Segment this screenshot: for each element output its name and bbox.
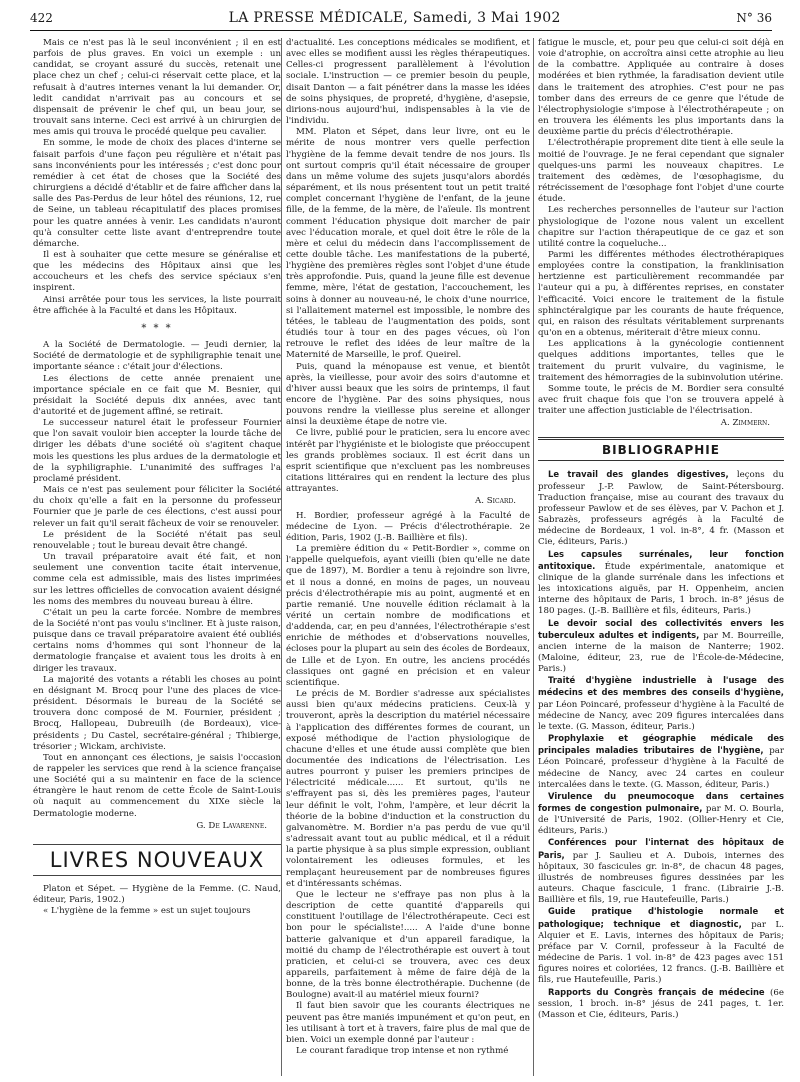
entry-details: par L. Alquier et E. Lavis, internes des hôpitaux de Paris; préface par V. Cornil, professeur à la Faculté de médecine de Paris. 1 vol. in-8° de 423 pages avec 151 figures noires et coloriées, 12 francs. (J.-B. Baillière et fils, rue Hautefeuille, Paris.) [538,919,784,986]
entry-details: par M. Bourreille, ancien interne de la maison de Nanterre; 1902. (Maloine, éditeur, 23, rue de l'École-de-Médecine, Paris.) [538,630,784,675]
entry-details: par J. Saulieu et A. Dubois, internes des hôpitaux, 30 fascicules gr. in-8°, de chacun 48 pages, illustrés de nombreuses figures dessinées par les auteurs. Chaque fascicule, 1 franc. (Librairie J.-B. Baillière et fils, 19, rue Hautefeuille, Paris.) [538,850,784,906]
book-review-intro: Platon et Sépet. — Hygiène de la Femme. (C. Naud, éditeur, Paris, 1902.) [33,883,281,906]
bibliography-entry [538,469,784,548]
column-divider [281,38,282,1076]
paragraph: Les recherches personnelles de l'auteur sur l'action physiologique de l'ozone nous valent un excellent chapitre sur l'action thérapeutique de ce gaz et son utilité contre la coqueluche... [538,205,784,249]
entry-details: (6e session, 1 broch. in-8° jésus de 241 pages, t. 1er. (Masson et Cie, éditeurs, Paris.) [538,987,784,1020]
paragraph: Un travail préparatoire avait été fait, et non seulement une convention tacite était intervenue, comme cela est admissible, mais des listes imprimées sur les lettres officielles de convocation avaient désigné les noms des membres du nouveau bureau à élire. [33,552,281,607]
paragraph: Les élections de cette année prenaient une importance spéciale en ce fait que M. Besnier, qui présidait la Société depuis dix années, avec tant d'autorité et de jugement affiné, se retirait. [33,373,281,417]
bibliography-entry [538,675,784,733]
paragraph: Il est à souhaiter que cette mesure se généralise et que les médecins des Hôpitaux ainsi que les accoucheurs et les chefs des service spéciaux s'en inspirent. [33,249,281,294]
paragraph: Somme toute, le précis de M. Bordier sera consulté avec fruit chaque fois que l'on se trouvera appelé à traiter une affection justiciable de l'électrisation. [538,383,784,417]
paragraph: Le précis de M. Bordier s'adresse aux spécialistes aussi bien qu'aux médecins praticiens. Ceux-là y trouveront, après la description du matériel nécessaire à l'application des différentes formes de courant, un exposé méthodique de l'action physiologique de chacune d'elles et une étude aussi complète que bien documentée des indications de l'électrisation. Les autres pourront y puiser les premiers principes de l'électricité médicale...... Et surtout, qu'ils ne s'effrayent pas si, dès les premières pages, l'auteur leur définit le volt, l'ohm, l'ampère, et leur décrit la théorie de la bobine d'induction et la construction du galvanomètre. M. Bordier n'a pas perdu de vue qu'il s'adressait avant tout au public médical, et il a réduit la partie physique à sa plus simple expression, oubliant volontairement les odieuses formules, et les remplaçant heureusement par de nombreuses figures et d'intéressants schémas. [286,689,530,889]
section-heading-livres: LIVRES NOUVEAUX [33,844,281,876]
entry-title: Prophylaxie et géographie médicale des principales maladies tributaires de l'hygiène, [538,733,784,756]
bibliography-entry [538,733,784,791]
paragraph: En somme, le mode de choix des places d'interne se faisait parfois d'une façon peu régulière et n'était pas sans inconvénients pour les intéressés ; c'est donc pour remédier à cet état de choses que la Société des chirurgiens a décidé d'établir et de faire afficher dans la salle des Pas-Perdus de leur hôtel des réunions, 12, rue de Seine, un tableau récapitulatif des places promises pour les quatre années à venir. Les candidats n'auront qu'à consulter cette liste avant d'entreprendre toute démarche. [33,138,281,249]
author-signature: A. Sicard. [475,496,516,507]
entry-details: leçons du professeur J.-P. Pawlow, de Saint-Pétersbourg. Traduction française, mise au courant des travaux du professeur Pawlow et de ses élèves, par V. Pachon et J. Sabrazès, professeurs agrégés à la Faculté de médecine de Bordeaux, 1 vol. in-8°, 4 fr. (Masson et Cie, éditeurs, Paris.) [538,470,784,548]
paragraph: Tout en annonçant ces élections, je saisis l'occasion de rappeler les services que rend à la science française une Société qui a su maintenir en face de la science étrangère le haut renom de cette École de Saint-Louis où naquit au commencement du XIXe siècle la Dermatologie moderne. [33,752,281,819]
paragraph: Mais ce n'est pas là le seul inconvénient ; il en est parfois de plus graves. En voici un exemple : un candidat, se croyant assuré du succès, retenait une place chez un chef ; celui-ci réservait cette place, et la refusait à d'autres internes venant la lui demander. Or, ledit candidat n'arrivait pas au concours et se dispensait de prévenir le chef qui, un beau jour, se trouvait sans interne. Ceci est arrivé à un chirurgien de mes amis qui trouva le procédé quelque peu cavalier. [33,38,281,138]
entry-details: par M. O. Bourla, de l'Université de Paris, 1902. (Ollier-Henry et Cie, éditeurs, Paris.) [538,804,784,837]
entry-title: Traité d'hygiène industrielle à l'usage des médecins et des membres des conseils d'hygiène, [538,675,784,698]
page-number: 422 [30,11,53,25]
column-right [538,38,784,1078]
entry-details: Étude expérimentale, anatomique et clinique de la glande surrénale dans les infections et les intoxications aiguës, par H. Oppenheim, ancien interne des hôpitaux de Paris, 1 broch. in-8° jésus de 180 pages. (J.-B. Baillière et fils, éditeurs, Paris.) [538,561,784,617]
bibliography-entry [538,549,784,618]
paragraph: fatigue le muscle, et, pour peu que celui-ci soit déjà en voie d'atrophie, on accroîtra ainsi cette atrophie au lieu de la combattre. Appliquée au contraire à doses modérées et bien rythmée, la faradisation devient utile dans le traitement des atrophies. C'est pour ne pas tomber dans des erreurs de ce genre que l'étude de l'électrophysiologie s'impose à l'électrothérapeute ; on en trouvera les éléments les plus importants dans la deuxième partie du précis d'électrothérapie. [538,38,784,138]
paragraph: L'électrothérapie proprement dite tient à elle seule la moitié de l'ouvrage. Je ne ferai cependant que signaler quelques-uns parmi les nouveaux chapitres. Le traitement des œdèmes, de l'œsophagisme, du rétrécissement de l'œsophage font l'objet d'une courte étude. [538,138,784,205]
paragraph: A la Société de Dermatologie. — Jeudi dernier, la Société de dermatologie et de syphiligraphie tenait une importante séance : c'était jour d'élections. [33,340,281,373]
entry-details: par Léon Poincaré, professeur d'hygiène à la Faculté de médecine de Nancy, avec 209 figures intercalées dans le texte. (G. Masson, éditeur, Paris.) [538,699,784,732]
paragraph: Ainsi arrêtée pour tous les services, la liste pourrait être affichée à la Faculté et dans les Hôpitaux. [33,294,281,316]
bibliography-entry [538,837,784,906]
entry-title: Le travail des glandes digestives, [548,469,729,480]
paragraph: Ce livre, publié pour le praticien, sera lu encore avec intérêt par l'hygiéniste et le biologiste que préoccupent les grands problèmes sociaux. Il est écrit dans un esprit scientifique que n'excluent pas les nombreuses citations littéraires qui en rendent la lecture des plus attrayantes. [286,428,530,495]
author-signature: G. De Lavarenne. [196,820,267,831]
paragraph: Le président de la Société n'était pas seul renouvelable ; tout le bureau devait être changé. [33,529,281,551]
column-divider [533,38,534,1076]
paragraph: C'était un peu la carte forcée. Nombre de membres de la Société n'ont pas voulu s'incliner. Et à juste raison, puisque dans ce travail préparatoire avaient été oubliés certains noms d'hommes qui sont l'honneur de la dermatologie française et avaient tous les droits à en diriger les travaux. [33,607,281,674]
paragraph: Parmi les différentes méthodes électrothérapiques employées contre la constipation, la franklinisation hertzienne est particulièrement recommandée par l'auteur qui a pu, à différentes reprises, en constater l'efficacité. Voici encore le traitement de la fistule sphinctéralgique par les courants de haute fréquence, qui, en raison des résultats véritablement surprenants qu'on en a obtenus, mériterait d'être mieux connu. [538,249,784,339]
book-review-intro: H. Bordier, professeur agrégé à la Faculté de médecine de Lyon. — Précis d'électrothérapie. 2e édition, Paris, 1902 (J.-B. Baillière et fils). [286,510,530,543]
entry-title: Guide pratique d'histologie normale et pathologique; technique et diagnostic, [538,906,784,929]
paragraph: Mais ce n'est pas seulement pour féliciter la Société du choix qu'elle a fait en la personne du professeur Fournier que je parle de ces élections, c'est aussi pour relever un fait qu'il serait fâcheux de voir se renouveler. [33,485,281,529]
section-heading-bibliographie: BIBLIOGRAPHIE [538,437,784,461]
page-header [30,6,772,31]
paragraph: La première édition du « Petit-Bordier », comme on l'appelle quelquefois, ayant vieilli (bien qu'elle ne date que de 1897), M. Bordier a tenu à rejoindre son livre, et il nous a donné, en moins de pages, un nouveau précis d'électrothérapie mis au point, augmenté et en partie remanié. Une nouvelle édition réclamait à la vérité un certain nombre de modifications et d'addenda, car, en peu d'années, l'électrothérapie s'est enrichie de méthodes et d'observations nouvelles, écloses pour la plupart au sein des écoles de Bordeaux, de Lille et de Lyon. En outre, les anciens procédés classiques ont gagné en précision et en valeur scientifique. [286,544,530,688]
bibliography-entry [538,987,784,1021]
newspaper-title: LA PRESSE MÉDICALE, Samedi, 3 Mai 1902 [228,10,561,26]
paragraph: La majorité des votants a rétabli les choses au point en désignant M. Brocq pour l'une des places de vice-président. Désormais le bureau de la Société se trouvera donc composé de M. Fournier, président ; Brocq, Hallopeau, Dubreuilh (de Bordeaux), vice-présidents ; Du Castel, secrétaire-général ; Thibierge, trésorier ; Wickam, archiviste. [33,674,281,752]
entry-title: Rapports du Congrès français de médecine [548,986,765,997]
paragraph: Les applications à la gynécologie contiennent quelques additions importantes, telles que le traitement du prurit vulvaire, du vaginisme, le traitement des hémorragies de la subinvolution utérine. [538,339,784,383]
paragraph: « L'hygiène de la femme » est un sujet toujours [43,906,251,917]
paragraph: d'actualité. Les conceptions médicales se modifient, et avec elles se modifient aussi les règles thérapeutiques. Celles-ci progressent parallèlement à l'évolution sociale. L'instruction — ce premier besoin du peuple, disait Danton — a fait pénétrer dans la masse les idées de soins physiques, de propreté, d'hygiène, d'asepsie, dirions-nous aujourd'hui, indispensables à la vie de l'individu. [286,38,530,127]
entry-title: Les capsules surrénales, leur fonction antitoxique. [538,548,784,571]
issue-number: N° 36 [736,11,772,25]
paragraph: Il faut bien savoir que les courants électriques ne peuvent pas être maniés impunément et qu'on peut, en les utilisant à tort et à travers, faire plus de mal que de bien. Voici un exemple donné par l'auteur : [286,1001,530,1045]
bibliography-entry [538,906,784,986]
entry-title: Conférences pour l'internat des hôpitaux de Paris, [538,837,784,860]
paragraph: Puis, quand la ménopause est venue, et bientôt après, la vieillesse, pour avoir des soirs d'automne et d'hiver aussi beaux que les soirs de printemps, il faut encore de l'hygiène. Par des soins physiques, nous pouvons rendre la vieillesse plus sereine et allonger ainsi la deuxième étape de notre vie. [286,361,530,428]
paragraph: Le courant faradique trop intense et non rythmé [296,1046,509,1057]
entry-title: Le devoir social des collectivités envers les tuberculeux adultes et indigents, [538,617,784,640]
section-separator: * * * [141,322,173,334]
paragraph: MM. Platon et Sépet, dans leur livre, ont eu le mérite de nous montrer vers quelle perfection l'hygiène de la femme devait tendre de nos jours. Ils ont surtout compris qu'il était nécessaire de grouper dans un même volume des sujets jusqu'alors abordés séparément, et ils nous présentent tout un petit traité complet concernant l'hygiène de l'enfant, de la jeune fille, de la femme, de la mère, de l'aïeule. Ils montrent comment l'éducation physique doit marcher de pair avec l'éducation morale, et quel doit être le rôle de la mère et celui du médecin dans l'accomplissement de cette double tâche. Les manifestations de la puberté, l'hygiène des premières règles sont l'objet d'une étude très approfondie. Puis, quand la jeune fille est devenue femme, mère, l'état de gestation, l'accouchement, les soins à donner au nouveau-né, le choix d'une nourrice, si l'allaitement maternel est impossible, le nombre des tétées, le tableau de l'augmentation des poids, sont étudiés tour à tour en des pages vécues, où l'on retrouve le reflet des idées de leur maître de la Maternité de Marseille, le prof. Queirel. [286,127,530,361]
paragraph: Le successeur naturel était le professeur Fournier que l'on savait vouloir bien accepter la lourde tâche de diriger les débats d'une société où s'agitent chaque mois les questions les plus ardues de la dermatologie et de la syphiligraphie. L'unanimité des suffrages l'a proclamé président. [33,418,281,484]
paragraph: Que le lecteur ne s'effraye pas non plus à la description de cette quantité d'appareils qui constituent l'outillage de l'électrothérapeute. Ceci est bon pour le spécialiste!..... A l'aide d'une bonne batterie galvanique et d'un appareil faradique, la moitié du champ de l'électrothérapie est ouvert à tout praticien, et celui-ci se trouvera, avec ces deux appareils, parfaitement à même de faire déjà de la bonne, de la très bonne électrothérapie. Duchenne (de Boulogne) avait-il au matériel mieux fourni? [286,889,530,1001]
bibliography-entry [538,791,784,838]
column-middle [286,38,530,1078]
author-signature: A. Zimmern. [720,418,770,429]
entry-details: par Léon Poincaré, professeur d'hygiène à la Faculté de médecine de Nancy, avec 24 cartes en couleur intercalées dans le texte. (G. Masson, éditeur, Paris.) [538,746,784,790]
entry-title: Virulence du pneumocoque dans certaines formes de congestion pulmonaire, [538,790,784,813]
bibliography-entry [538,618,784,676]
column-left [33,38,281,1078]
